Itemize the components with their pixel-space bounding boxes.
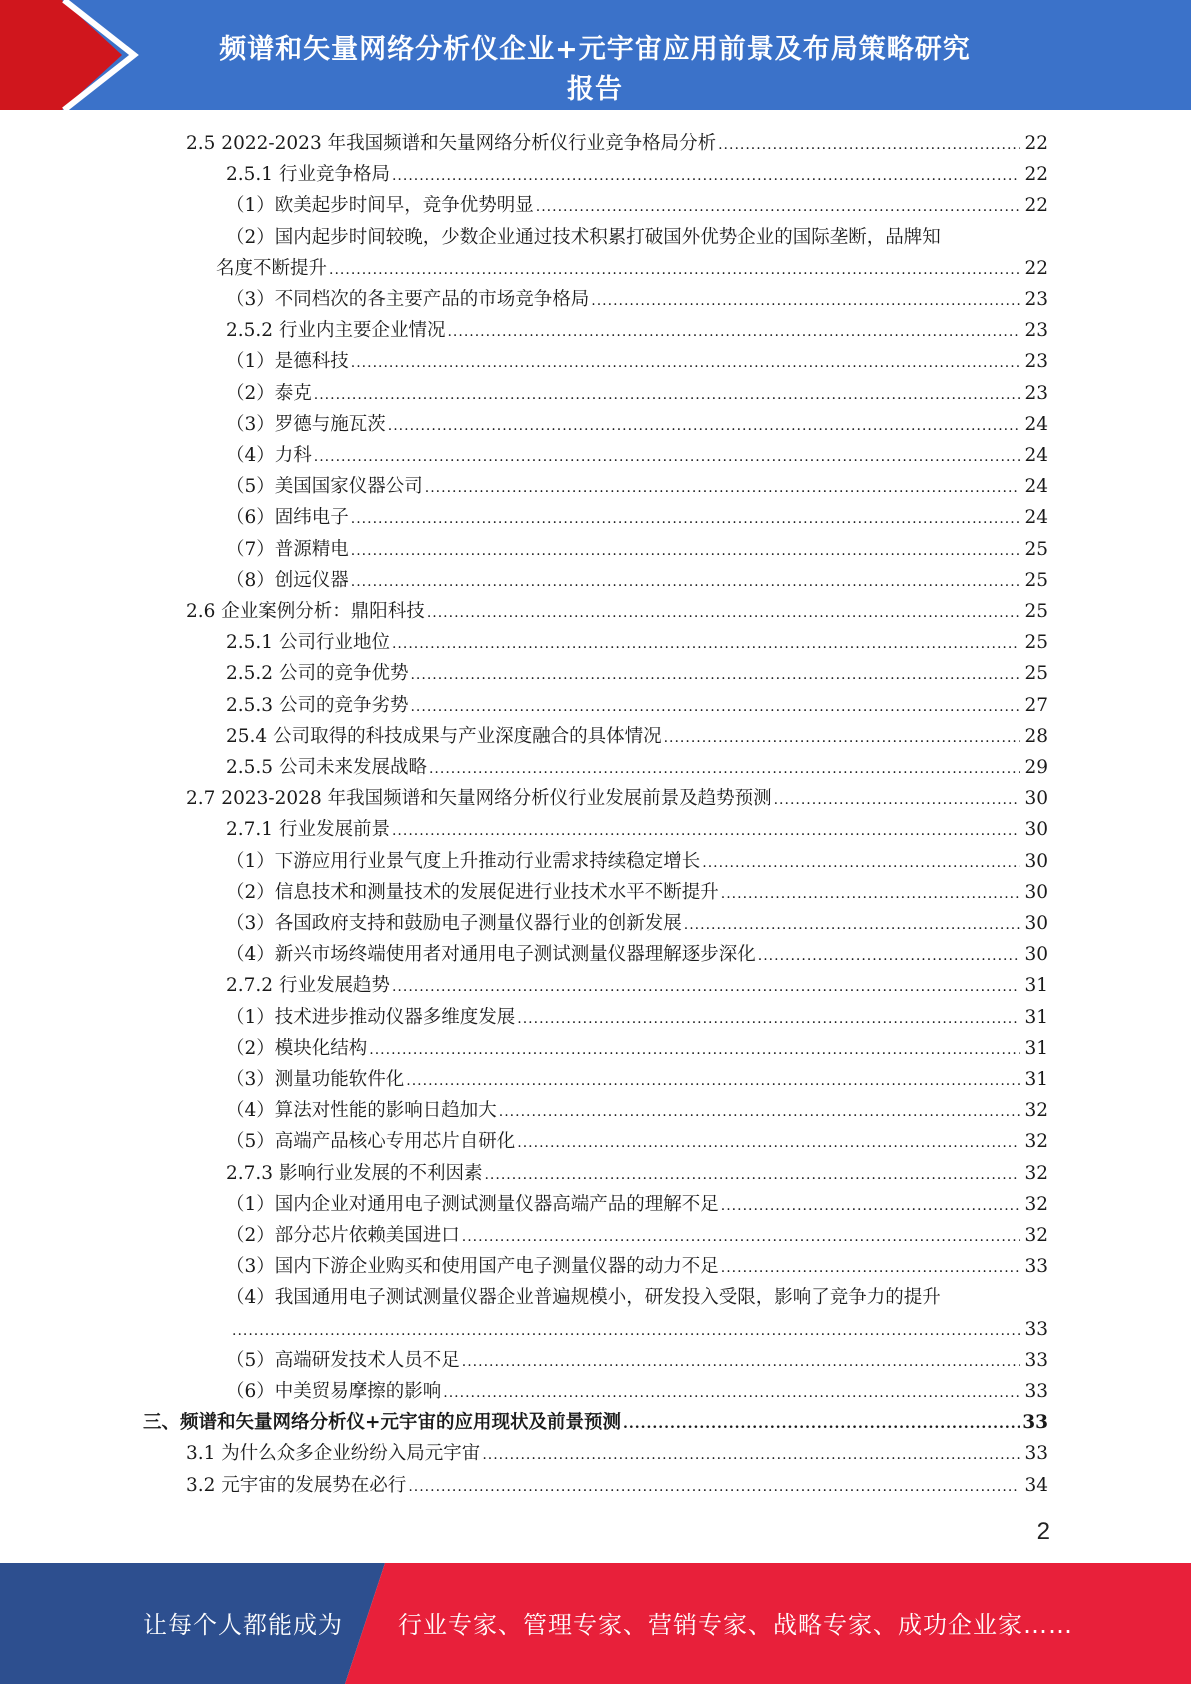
toc-entry-title: 3.1 为什么众多企业纷纷入局元宇宙 (186, 1443, 481, 1465)
toc-entry-title: （5）高端产品核心专用芯片自研化 (226, 1131, 516, 1153)
toc-entry-title: 2.5.2 公司的竞争优势 (226, 663, 409, 685)
toc-entry[interactable] (226, 471, 1048, 502)
toc-entry-title: 名度不断提升 (216, 257, 328, 279)
toc-entry-page: 23 (1024, 289, 1048, 310)
toc-leader-dots (392, 161, 1020, 192)
toc-entry[interactable] (226, 1251, 1048, 1282)
toc-leader-dots (517, 1004, 1020, 1035)
toc-entry-page: 32 (1024, 1131, 1048, 1153)
toc-entry-page: 34 (1024, 1474, 1048, 1496)
report-title-line1: 频谱和矢量网络分析仪企业+元宇宙应用前景及布局策略研究 (219, 34, 971, 65)
toc-leader-dots (482, 1440, 1020, 1471)
toc-leader-dots (721, 879, 1020, 910)
toc-entry-title: （4）力科 (226, 445, 312, 466)
toc-leader-dots (702, 848, 1020, 879)
toc-entry-page: 25 (1024, 632, 1048, 654)
toc-entry-page: 32 (1024, 1162, 1048, 1184)
toc-leader-dots (410, 660, 1020, 691)
toc-entry-page: 33 (1024, 1381, 1048, 1402)
toc-entry-title: 2.5.1 公司行业地位 (226, 632, 390, 654)
toc-leader-dots (462, 1222, 1020, 1253)
toc-entry-page: 31 (1024, 1069, 1048, 1090)
toc-entry[interactable] (230, 1314, 1048, 1345)
header-arrow-decoration (0, 0, 150, 110)
toc-entry-page: 23 (1024, 320, 1048, 342)
toc-entry-page: 25 (1024, 538, 1048, 560)
toc-leader-dots (369, 1035, 1020, 1066)
toc-leader-dots (774, 785, 1020, 816)
toc-leader-dots (314, 442, 1020, 473)
toc-entry-title: 2.7.1 行业发展前景 (226, 819, 390, 841)
toc-entry[interactable] (226, 846, 1048, 877)
toc-entry-page: 28 (1024, 725, 1048, 747)
toc-leader-dots (425, 473, 1020, 504)
toc-entry-page: 33 (1024, 1318, 1048, 1340)
toc-leader-dots (351, 567, 1020, 598)
toc-entry-title: （3）各国政府支持和鼓励电子测量仪器行业的创新发展 (226, 913, 682, 934)
toc-entry-page: 30 (1024, 881, 1048, 903)
toc-entry[interactable] (226, 1002, 1048, 1033)
toc-entry[interactable] (226, 159, 1048, 190)
toc-entry[interactable] (226, 627, 1048, 658)
toc-leader-dots (351, 536, 1020, 567)
toc-entry[interactable] (226, 315, 1048, 346)
toc-leader-dots (447, 317, 1020, 348)
toc-entry-page: 30 (1024, 850, 1048, 872)
toc-entry-title: 25.4 公司取得的科技成果与产业深度融合的具体情况 (226, 725, 662, 747)
toc-leader-dots (314, 380, 1020, 411)
toc-entry-page: 31 (1024, 975, 1048, 997)
toc-leader-dots (664, 723, 1020, 754)
toc-entry-page: 22 (1024, 164, 1048, 186)
toc-entry[interactable] (226, 440, 1048, 471)
toc-entry-page: 25 (1024, 601, 1048, 622)
toc-entry[interactable] (226, 1126, 1048, 1157)
toc-entry-title: 2.6 企业案例分析：鼎阳科技 (186, 601, 425, 622)
toc-leader-dots (392, 629, 1020, 660)
toc-entry-title: （2）模块化结构 (226, 1037, 368, 1059)
toc-entry-page: 24 (1024, 445, 1048, 466)
toc-leader-dots (408, 1472, 1020, 1503)
toc-leader-dots (427, 598, 1020, 629)
toc-entry-title: 2.5.3 公司的竞争劣势 (226, 694, 409, 716)
toc-leader-dots (329, 255, 1020, 286)
toc-entry-title: （2）信息技术和测量技术的发展促进行业技术水平不断提升 (226, 881, 719, 903)
toc-entry[interactable] (226, 534, 1048, 565)
toc-entry[interactable] (186, 596, 1048, 627)
toc-entry-title: （3）测量功能软件化 (226, 1069, 405, 1090)
toc-leader-dots (232, 1316, 1020, 1347)
toc-entry-line[interactable]: （2）国内起步时间较晚，少数企业通过技术积累打破国外优势企业的国际垄断，品牌知 (226, 226, 941, 248)
toc-entry-page: 22 (1024, 195, 1048, 217)
toc-leader-dots (351, 504, 1020, 535)
toc-entry[interactable] (226, 970, 1048, 1001)
toc-entry[interactable] (186, 128, 1048, 159)
toc-leader-dots (462, 1347, 1020, 1378)
toc-entry-title: （6）固纬电子 (226, 507, 349, 529)
toc-leader-dots (721, 1191, 1020, 1222)
toc-entry-page: 33 (1022, 1412, 1048, 1434)
toc-entry-page: 33 (1024, 1349, 1048, 1371)
toc-entry-title: （1）技术进步推动仪器多维度发展 (226, 1006, 516, 1028)
toc-entry[interactable] (226, 565, 1048, 596)
toc-leader-dots (758, 941, 1020, 972)
toc-entry-title: （1）国内企业对通用电子测试测量仪器高端产品的理解不足 (226, 1193, 719, 1215)
footer-slogan-left: 让每个人都能成为 (143, 1611, 343, 1639)
toc-entry-title: （4）算法对性能的影响日趋加大 (226, 1100, 497, 1122)
toc-entry-page: 31 (1024, 1006, 1048, 1028)
toc-entry-page: 23 (1024, 351, 1048, 373)
toc-entry-title: 2.7 2023-2028 年我国频谱和矢量网络分析仪行业发展前景及趋势预测 (186, 788, 772, 810)
toc-entry[interactable] (226, 1189, 1048, 1220)
toc-entry-page: 24 (1024, 476, 1048, 498)
toc-entry-page: 24 (1024, 413, 1048, 435)
toc-entry-page: 33 (1024, 1443, 1048, 1465)
toc-entry-page: 30 (1024, 944, 1048, 966)
toc-entry-title: 2.5 2022-2023 年我国频谱和矢量网络分析仪行业竞争格局分析 (186, 133, 717, 154)
toc-entry-title: （8）创远仪器 (226, 569, 349, 591)
toc-entry[interactable] (226, 721, 1048, 752)
toc-entry[interactable] (226, 1064, 1048, 1095)
toc-entry-title: （4）新兴市场终端使用者对通用电子测试测量仪器理解逐步深化 (226, 944, 756, 966)
toc-entry-page: 33 (1024, 1256, 1048, 1278)
toc-leader-dots (392, 972, 1020, 1003)
toc-entry[interactable] (226, 1376, 1048, 1407)
toc-entry-page: 25 (1024, 569, 1048, 591)
toc-entry[interactable] (226, 658, 1048, 689)
toc-entry[interactable] (186, 783, 1048, 814)
toc-entry[interactable] (226, 1158, 1048, 1189)
toc-entry-page: 30 (1024, 788, 1048, 810)
toc-entry[interactable] (226, 409, 1048, 440)
toc-entry[interactable] (186, 1470, 1048, 1501)
toc-leader-dots (499, 1097, 1020, 1128)
toc-entry[interactable] (226, 752, 1048, 783)
toc-entry-title: 2.5.1 行业竞争格局 (226, 164, 390, 186)
toc-entry-page: 22 (1024, 257, 1048, 279)
toc-entry-title: （1）是德科技 (226, 351, 349, 373)
toc-entry-page: 27 (1024, 694, 1048, 716)
page-footer (0, 1563, 1191, 1684)
toc-leader-dots (392, 816, 1020, 847)
toc-leader-dots (351, 348, 1020, 379)
toc-entry-title: 2.5.5 公司未来发展战略 (226, 757, 427, 778)
toc-entry-page: 32 (1024, 1193, 1048, 1215)
toc-entry-title: （3）国内下游企业购买和使用国产电子测量仪器的动力不足 (226, 1256, 719, 1278)
toc-entry-title: 2.7.2 行业发展趋势 (226, 975, 390, 997)
toc-leader-dots (388, 411, 1020, 442)
toc-entry[interactable] (226, 346, 1048, 377)
toc-entry-page: 29 (1024, 757, 1048, 778)
toc-leader-dots (517, 1128, 1020, 1159)
toc-entry[interactable] (226, 939, 1048, 970)
toc-entry[interactable] (186, 1438, 1048, 1469)
toc-leader-dots (443, 1378, 1020, 1409)
toc-entry[interactable] (226, 690, 1048, 721)
toc-entry-title: （5）美国国家仪器公司 (226, 476, 423, 498)
page-number: 2 (1036, 1518, 1050, 1545)
toc-entry[interactable] (226, 378, 1048, 409)
toc-entry[interactable] (226, 190, 1048, 221)
report-title-line2: 报告 (567, 74, 623, 105)
toc-entry-page: 23 (1024, 382, 1048, 404)
toc-entry-title: 2.5.2 行业内主要企业情况 (226, 320, 446, 342)
toc-entry-title: （2）部分芯片依赖美国进口 (226, 1225, 460, 1246)
toc-entry[interactable] (226, 1033, 1048, 1064)
toc-entry-page: 30 (1024, 819, 1048, 841)
toc-entry[interactable] (226, 877, 1048, 908)
report-title (170, 30, 1020, 110)
toc-entry-page: 30 (1024, 913, 1048, 934)
toc-entry-page: 24 (1024, 507, 1048, 529)
toc-entry[interactable] (226, 284, 1048, 315)
toc-entry-title: （3）不同档次的各主要产品的市场竞争格局 (226, 289, 590, 310)
toc-entry-title: （1）欧美起步时间早，竞争优势明显 (226, 195, 534, 217)
toc-leader-dots (410, 692, 1020, 723)
toc-entry[interactable] (226, 908, 1048, 939)
toc-entry[interactable] (226, 814, 1048, 845)
toc-leader-dots (484, 1160, 1020, 1191)
toc-entry-title: （5）高端研发技术人员不足 (226, 1349, 460, 1371)
toc-entry-title: （7）普源精电 (226, 538, 349, 560)
toc-entry[interactable] (216, 253, 1048, 284)
toc-entry-page: 32 (1024, 1100, 1048, 1122)
toc-entry[interactable] (226, 1095, 1048, 1126)
toc-entry[interactable] (226, 1220, 1048, 1251)
toc-leader-dots (406, 1066, 1020, 1097)
toc-entry-title: （2）泰克 (226, 382, 312, 404)
toc-leader-dots (684, 910, 1020, 941)
toc-entry-page: 22 (1024, 133, 1048, 154)
toc-entry-title: （1）下游应用行业景气度上升推动行业需求持续稳定增长 (226, 850, 701, 872)
toc-leader-dots (536, 192, 1020, 223)
toc-leader-dots (429, 754, 1020, 785)
toc-leader-dots (718, 130, 1020, 161)
toc-entry-title: （6）中美贸易摩擦的影响 (226, 1381, 442, 1402)
toc-entry-page: 32 (1024, 1225, 1048, 1246)
toc-entry-title: （3）罗德与施瓦茨 (226, 413, 386, 435)
page-header (0, 0, 1191, 110)
footer-slogan-right: 行业专家、管理专家、营销专家、战略专家、成功企业家…… (398, 1611, 1073, 1639)
toc-entry-page: 31 (1024, 1037, 1048, 1059)
toc-entry-page: 25 (1024, 663, 1048, 685)
toc-entry-title: 2.7.3 影响行业发展的不利因素 (226, 1162, 483, 1184)
toc-leader-dots (591, 286, 1020, 317)
toc-entry[interactable] (226, 1345, 1048, 1376)
toc-entry-title: 3.2 元宇宙的发展势在必行 (186, 1474, 407, 1496)
toc-leader-dots (623, 1409, 1020, 1440)
toc-leader-dots (721, 1253, 1020, 1284)
toc-entry[interactable] (226, 502, 1048, 533)
toc-entry-title: 三、频谱和矢量网络分析仪+元宇宙的应用现状及前景预测 (143, 1412, 622, 1434)
toc-entry-line[interactable]: （4）我国通用电子测试测量仪器企业普遍规模小，研发投入受限，影响了竞争力的提升 (226, 1287, 941, 1309)
toc-entry[interactable] (143, 1407, 1048, 1438)
